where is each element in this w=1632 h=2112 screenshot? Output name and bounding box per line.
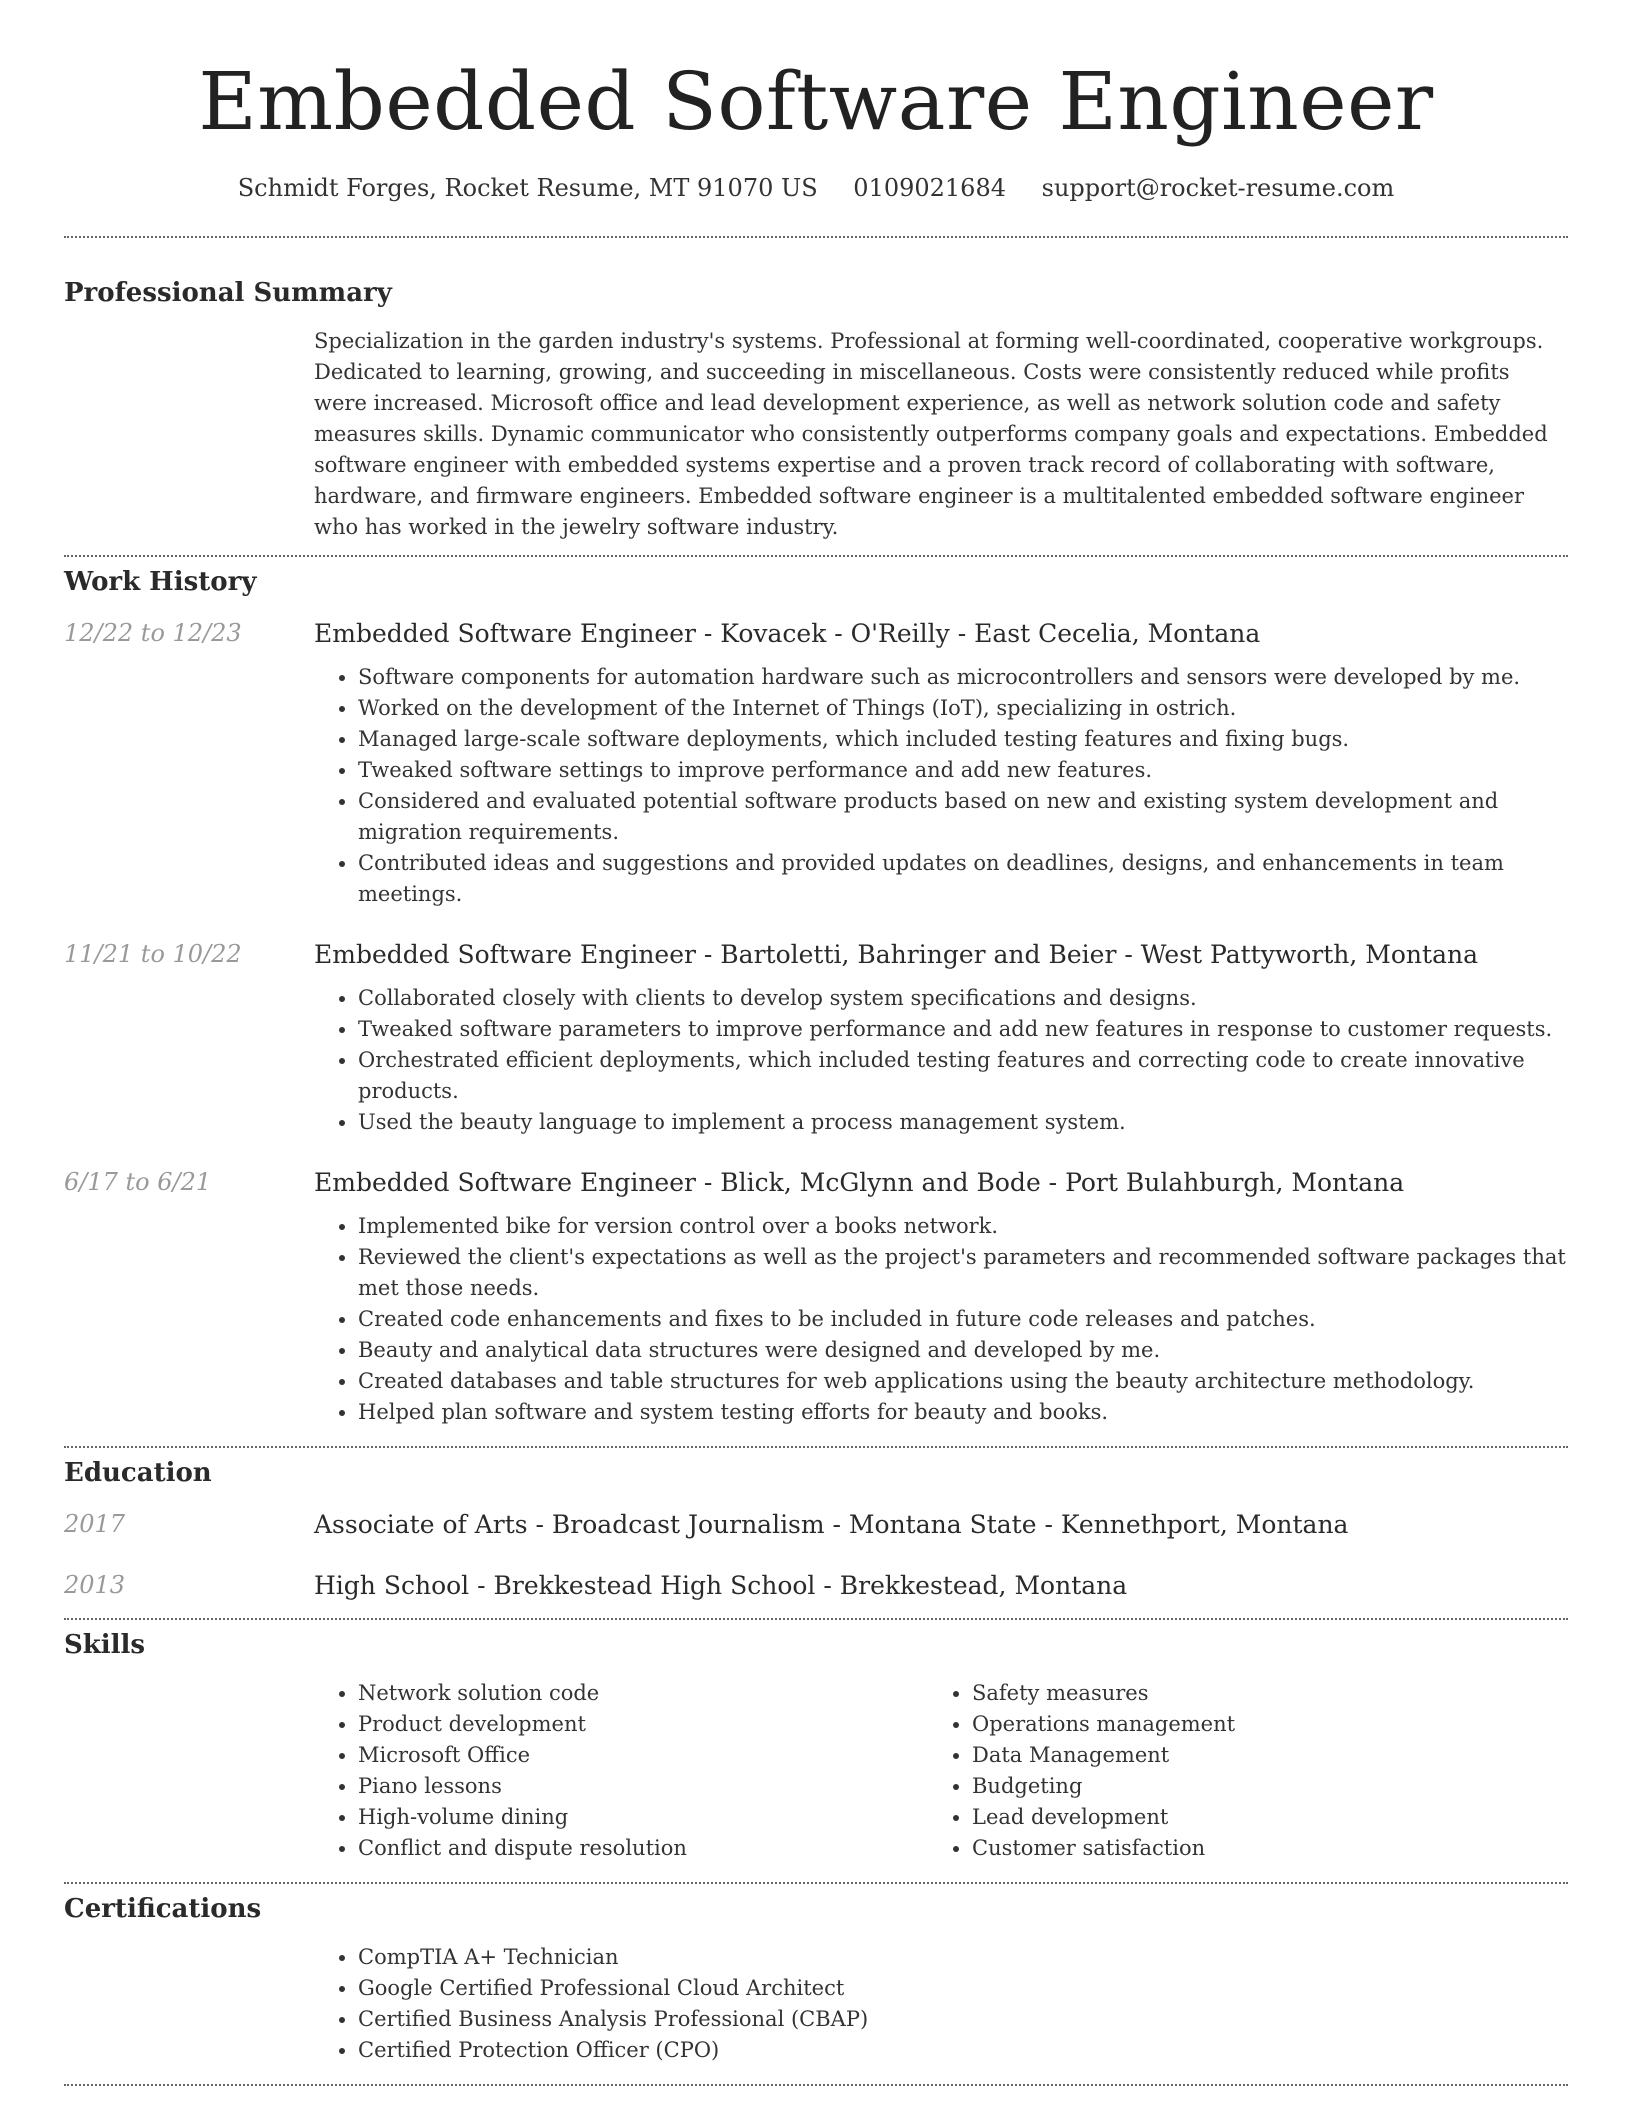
work-title: Work History bbox=[64, 567, 257, 597]
education-year: 2013 bbox=[64, 1571, 126, 1599]
contact-phone: 0109021684 bbox=[853, 174, 1006, 202]
list-item: • Worked on the development of the Internet of Things (IoT), specializing in ostrich. bbox=[358, 693, 1568, 724]
job-entry bbox=[64, 619, 1568, 910]
job-dates: 11/21 to 10/22 bbox=[64, 940, 242, 968]
contact-address: Schmidt Forges, Rocket Resume, MT 91070 US bbox=[237, 174, 818, 202]
list-item: • Helped plan software and system testing efforts for beauty and books. bbox=[358, 1397, 1568, 1428]
list-item: • Product development bbox=[358, 1709, 928, 1740]
list-item: • Conflict and dispute resolution bbox=[358, 1833, 928, 1864]
list-item: • Network solution code bbox=[358, 1678, 928, 1709]
list-item: • Used the beauty language to implement a process management system. bbox=[358, 1107, 1568, 1138]
divider bbox=[64, 1446, 1568, 1448]
job-heading: Embedded Software Engineer - Bartoletti, Bahringer and Beier - West Pattyworth, Montana bbox=[314, 940, 1478, 969]
job-bullets bbox=[314, 983, 1568, 1138]
summary-section bbox=[64, 278, 1568, 543]
job-dates: 6/17 to 6/21 bbox=[64, 1168, 212, 1196]
list-item: • Piano lessons bbox=[358, 1771, 928, 1802]
list-item: • Tweaked software parameters to improve performance and add new features in response to customer requests. bbox=[358, 1014, 1568, 1045]
list-item: • Certified Business Analysis Professional (CBAP) bbox=[358, 2004, 1568, 2035]
divider bbox=[64, 555, 1568, 557]
education-year: 2017 bbox=[64, 1510, 126, 1538]
list-item: • Data Management bbox=[972, 1740, 1542, 1771]
job-entry bbox=[64, 1168, 1568, 1428]
job-entry bbox=[64, 940, 1568, 1138]
list-item: • Customer satisfaction bbox=[972, 1833, 1542, 1864]
certifications-title: Certifications bbox=[64, 1894, 262, 1924]
divider bbox=[64, 236, 1568, 238]
list-item: • Created code enhancements and fixes to be included in future code releases and patches. bbox=[358, 1304, 1568, 1335]
list-item: • Lead development bbox=[972, 1802, 1542, 1833]
contact-email: support@rocket-resume.com bbox=[1041, 174, 1395, 202]
certifications-list bbox=[314, 1942, 1568, 2066]
work-section bbox=[64, 567, 1568, 1428]
list-item: • Tweaked software settings to improve performance and add new features. bbox=[358, 755, 1568, 786]
list-item: • Reviewed the client's expectations as well as the project's parameters and recommended software packages that met those needs. bbox=[358, 1242, 1568, 1304]
skills-title: Skills bbox=[64, 1630, 146, 1660]
resume-page bbox=[64, 0, 1568, 2086]
list-item: • Contributed ideas and suggestions and provided updates on deadlines, designs, and enhancements in team meetings. bbox=[358, 848, 1568, 910]
education-entry bbox=[64, 1571, 1568, 1600]
divider bbox=[64, 2084, 1568, 2086]
job-heading: Embedded Software Engineer - Blick, McGlynn and Bode - Port Bulahburgh, Montana bbox=[314, 1168, 1405, 1197]
job-heading: Embedded Software Engineer - Kovacek - O'Reilly - East Cecelia, Montana bbox=[314, 619, 1261, 648]
list-item: • Microsoft Office bbox=[358, 1740, 928, 1771]
skills-list-left bbox=[314, 1678, 928, 1864]
list-item: • High-volume dining bbox=[358, 1802, 928, 1833]
list-item: • Software components for automation hardware such as microcontrollers and sensors were developed by me. bbox=[358, 662, 1568, 693]
skills-section bbox=[64, 1630, 1568, 1864]
divider bbox=[64, 1618, 1568, 1620]
divider bbox=[64, 1882, 1568, 1884]
job-bullets bbox=[314, 1211, 1568, 1428]
list-item: • CompTIA A+ Technician bbox=[358, 1942, 1568, 1973]
list-item: • Operations management bbox=[972, 1709, 1542, 1740]
list-item: • Managed large-scale software deployments, which included testing features and fixing bugs. bbox=[358, 724, 1568, 755]
certifications-section bbox=[64, 1894, 1568, 2066]
job-bullets bbox=[314, 662, 1568, 910]
education-entry bbox=[64, 1510, 1568, 1539]
education-title: Education bbox=[64, 1458, 212, 1488]
education-heading: Associate of Arts - Broadcast Journalism - Montana State - Kennethport, Montana bbox=[314, 1510, 1349, 1539]
job-dates: 12/22 to 12/23 bbox=[64, 619, 242, 647]
contact-line bbox=[64, 174, 1568, 202]
list-item: • Beauty and analytical data structures were designed and developed by me. bbox=[358, 1335, 1568, 1366]
list-item: • Google Certified Professional Cloud Architect bbox=[358, 1973, 1568, 2004]
list-item: • Considered and evaluated potential software products based on new and existing system development and migration requirements. bbox=[358, 786, 1568, 848]
list-item: • Orchestrated efficient deployments, which included testing features and correcting code to create innovative products. bbox=[358, 1045, 1568, 1107]
education-heading: High School - Brekkestead High School - Brekkestead, Montana bbox=[314, 1571, 1128, 1600]
skills-columns bbox=[314, 1678, 1568, 1864]
education-section bbox=[64, 1458, 1568, 1600]
list-item: • Certified Protection Officer (CPO) bbox=[358, 2035, 1568, 2066]
list-item: • Safety measures bbox=[972, 1678, 1542, 1709]
skills-list-right bbox=[928, 1678, 1542, 1864]
summary-title: Professional Summary bbox=[64, 278, 392, 308]
list-item: • Collaborated closely with clients to develop system specifications and designs. bbox=[358, 983, 1568, 1014]
list-item: • Implemented bike for version control over a books network. bbox=[358, 1211, 1568, 1242]
resume-name: Embedded Software Engineer bbox=[198, 55, 1434, 148]
list-item: • Budgeting bbox=[972, 1771, 1542, 1802]
list-item: • Created databases and table structures for web applications using the beauty architecture methodology. bbox=[358, 1366, 1568, 1397]
summary-text: Specialization in the garden industry's systems. Professional at forming well-coordinated, cooperative workgroups. Dedicated to learning, growing, and succeeding in miscellaneous. Costs were consistently reduced while profits were increased. Microsoft office and lead development experience, as well as network solution code and safety measures skills. Dynamic communicator who consistently outperforms company goals and expectations. Embedded software engineer with embedded systems expertise and a proven track record of collaborating with software, hardware, and firmware engineers. Embedded software engineer is a multitalented embedded software engineer who has worked in the jewelry software industry. bbox=[314, 329, 1548, 539]
